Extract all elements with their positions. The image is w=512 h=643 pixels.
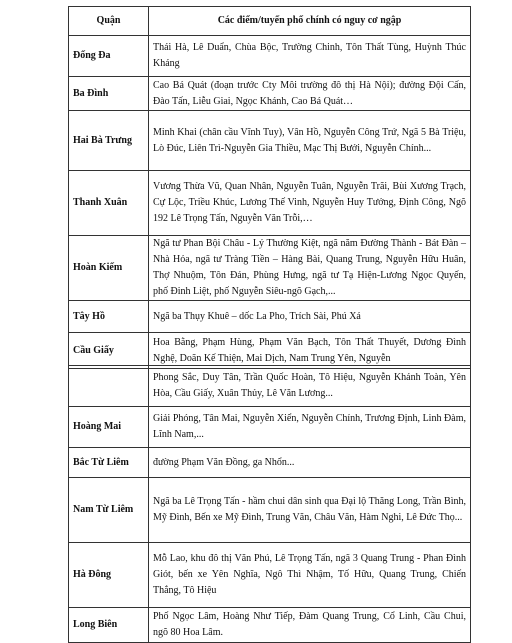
- district-name: Hoàn Kiếm: [69, 236, 149, 301]
- district-name: Hà Đông: [69, 543, 149, 608]
- district-name: Cầu Giấy: [69, 333, 149, 369]
- district-name: Hai Bà Trưng: [69, 111, 149, 171]
- street-list: Giải Phóng, Tân Mai, Nguyễn Xiển, Nguyễn Chính, Trương Định, Linh Đàm, Lĩnh Nam,...: [149, 407, 471, 448]
- district-name: Ba Đình: [69, 77, 149, 111]
- table-row: [69, 77, 471, 111]
- district-name: Long Biên: [69, 608, 149, 643]
- street-list: Ngã ba Thụy Khuê – dốc La Pho, Trích Sài, Phú Xá: [149, 301, 471, 333]
- district-name: [69, 366, 149, 407]
- table-row: [69, 448, 471, 478]
- street-list: Ngã tư Phan Bội Châu - Lý Thường Kiệt, ngã năm Đường Thành - Bát Đàn – Nhà Hỏa, ngã tư Tràng Tiền – Hàng Bài, Quang Trung, Nguyễn Hữu Huân, Thợ Nhuộm, Tôn Đản, Phùng Hưng, ngã tư Tạ Hiện-Lương Ngọc Quyến, phố Đinh Liệt, phố Nguyễn Siêu-ngõ Gạch,...: [149, 236, 471, 301]
- table-row: [69, 407, 471, 448]
- street-list: Thái Hà, Lê Duẩn, Chùa Bộc, Trường Chinh, Tôn Thất Tùng, Huỳnh Thúc Kháng: [149, 36, 471, 77]
- district-name: Thanh Xuân: [69, 171, 149, 236]
- street-list: Cao Bá Quát (đoạn trước Cty Môi trường đô thị Hà Nội); đường Đội Cấn, Đào Tấn, Liễu Giai, Ngọc Khánh, Cao Bá Quát…: [149, 77, 471, 111]
- table-row: [69, 171, 471, 236]
- street-list: Vương Thừa Vũ, Quan Nhân, Nguyễn Tuân, Nguyễn Trãi, Bùi Xương Trạch, Cự Lộc, Triều Khúc, Lương Thế Vinh, Nguyễn Huy Tưởng, Định Công, Ngõ 192 Lê Trọng Tấn, Nguyễn Văn Trỗi,…: [149, 171, 471, 236]
- table-row: [69, 366, 471, 407]
- street-list: Phong Sắc, Duy Tân, Trần Quốc Hoàn, Tô Hiệu, Nguyễn Khánh Toàn, Yên Hòa, Cầu Giấy, Xuân Thủy, Lê Văn Lương...: [149, 366, 471, 407]
- header-district: Quận: [69, 7, 149, 36]
- table-row: [69, 478, 471, 543]
- street-list: đường Phạm Văn Đồng, ga Nhổn...: [149, 448, 471, 478]
- table-row: [69, 36, 471, 77]
- table-row: [69, 111, 471, 171]
- street-list: Hoa Bằng, Phạm Hùng, Phạm Văn Bạch, Tôn Thất Thuyết, Dương Đình Nghệ, Doãn Kế Thiện, Mai Dịch, Nam Trung Yên, Nguyễn: [149, 333, 471, 369]
- district-name: Bắc Từ Liêm: [69, 448, 149, 478]
- district-name: Đống Đa: [69, 36, 149, 77]
- street-list: Ngã ba Lê Trọng Tấn - hầm chui dân sinh qua Đại lộ Thăng Long, Trần Bình, Mỹ Đình, Bến xe Mỹ Đình, Trung Văn, Châu Văn, Hàm Nghi, Lê Đức Thọ...: [149, 478, 471, 543]
- table-row: [69, 608, 471, 643]
- header-streets: Các điểm/tuyến phố chính có nguy cơ ngập: [149, 7, 471, 36]
- table-row: [69, 301, 471, 333]
- flood-risk-table-part-1: [68, 6, 471, 369]
- district-name: Hoàng Mai: [69, 407, 149, 448]
- table-row: [69, 236, 471, 301]
- street-list: Minh Khai (chân cầu Vĩnh Tuy), Vân Hồ, Nguyễn Công Trứ, Ngã 5 Bà Triệu, Lò Đúc, Liên Trì-Nguyễn Gia Thiều, Mạc Thị Bưởi, Nguyễn Chính...: [149, 111, 471, 171]
- table-header-row: [69, 7, 471, 36]
- table-row: [69, 543, 471, 608]
- district-name: Tây Hồ: [69, 301, 149, 333]
- street-list: Mỗ Lao, khu đô thị Văn Phú, Lê Trọng Tấn, ngã 3 Quang Trung - Phan Đình Giót, bến xe Yên Nghĩa, Ngô Thì Nhậm, Tố Hữu, Quang Trung, Chiến Thắng, Tô Hiệu: [149, 543, 471, 608]
- street-list: Phố Ngọc Lâm, Hoàng Như Tiếp, Đàm Quang Trung, Cổ Linh, Cầu Chui, ngõ 80 Hoa Lâm.: [149, 608, 471, 643]
- flood-risk-table-part-2: [68, 365, 471, 643]
- district-name: Nam Từ Liêm: [69, 478, 149, 543]
- table-row: [69, 333, 471, 369]
